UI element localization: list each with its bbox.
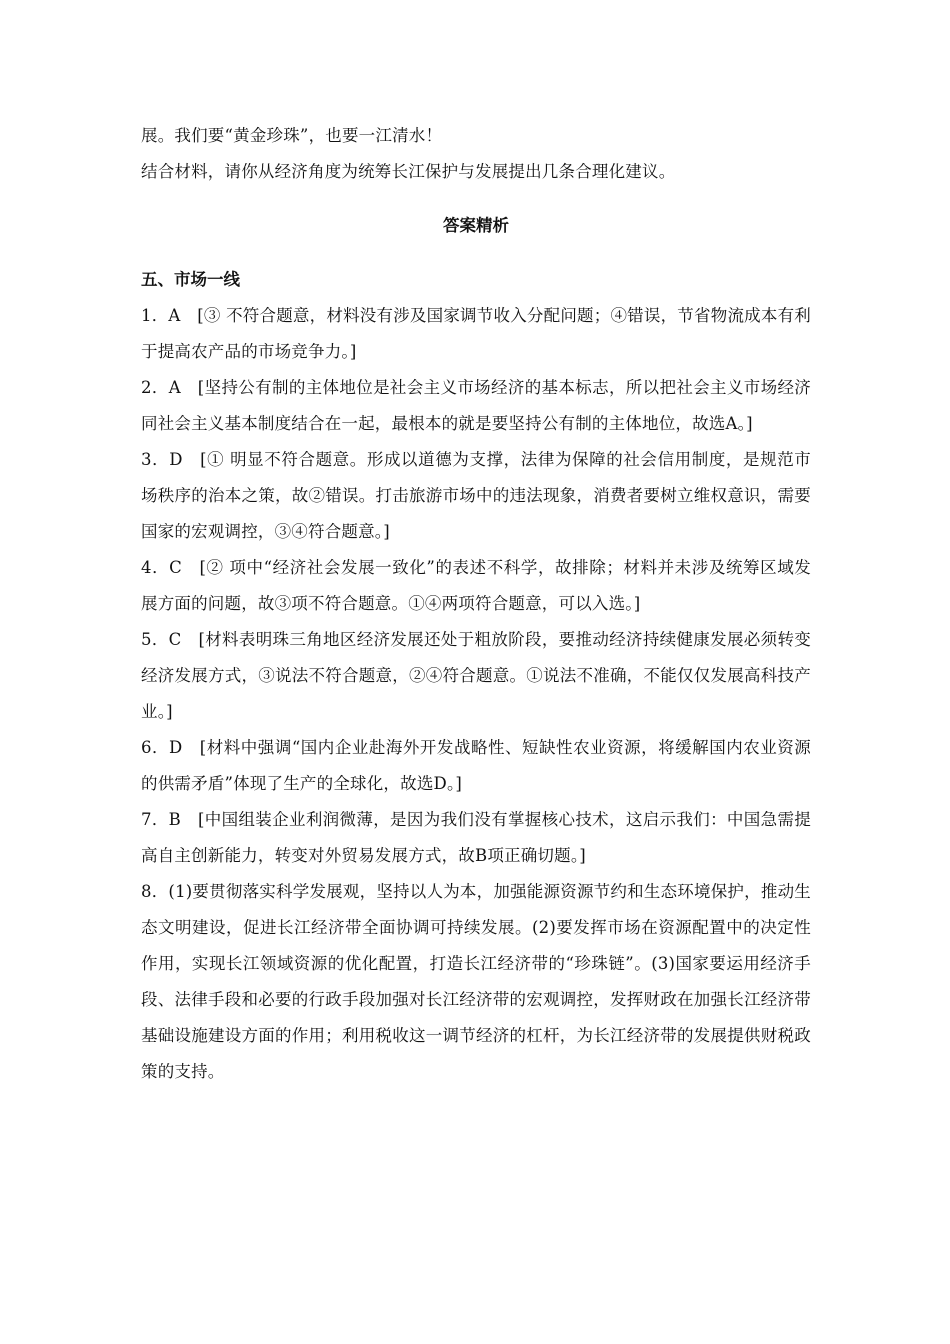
- answer-item-2: 2．A [坚持公有制的主体地位是社会主义市场经济的基本标志，所以把社会主义市场经济同社会主义基本制度结合在一起，最根本的就是要坚持公有制的主体地位，故选A。]: [141, 378, 811, 433]
- section-title: 五、市场一线: [141, 270, 240, 289]
- answer-item-1: 1．A [③ 不符合题意，材料没有涉及国家调节收入分配问题；④错误，节省物流成本有利于提高农产品的市场竞争力。]: [141, 306, 811, 361]
- answer-item-5: 5．C [材料表明珠三角地区经济发展还处于粗放阶段，要推动经济持续健康发展必须转变经济发展方式，③说法不符合题意，②④符合题意。①说法不准确，不能仅仅发展高科技产业。]: [141, 630, 811, 721]
- answer-item-4: 4．C [② 项中“经济社会发展一致化”的表述不科学，故排除；材料并未涉及统筹区域发展方面的问题，故③项不符合题意。①④两项符合题意，可以入选。]: [141, 558, 811, 613]
- answer-title: 答案精析: [443, 216, 509, 235]
- document-page: [141, 118, 811, 1090]
- answer-item-6: 6．D [材料中强调“国内企业赴海外开发战略性、短缺性农业资源，将缓解国内农业资源的供需矛盾”体现了生产的全球化，故选D。]: [141, 738, 811, 793]
- intro-question: 结合材料，请你从经济角度为统筹长江保护与发展提出几条合理化建议。: [141, 162, 676, 181]
- answer-item-7: 7．B [中国组装企业利润微薄，是因为我们没有掌握核心技术，这启示我们：中国急需提高自主创新能力，转变对外贸易发展方式，故B项正确切题。]: [141, 810, 811, 865]
- answer-item-8: 8．(1)要贯彻落实科学发展观，坚持以人为本，加强能源资源节约和生态环境保护，推动生态文明建设，促进长江经济带全面协调可持续发展。(2)要发挥市场在资源配置中的决定性作用，实现长江领域资源的优化配置，打造长江经济带的“珍珠链”。(3)国家要运用经济手段、法律手段和必要的行政手段加强对长江经济带的宏观调控，发挥财政在加强长江经济带基础设施建设方面的作用；利用税收这一调节经济的杠杆，为长江经济带的发展提供财税政策的支持。: [141, 882, 811, 1081]
- intro-line-1: 展。我们要“黄金珍珠”，也要一江清水！: [141, 126, 443, 145]
- answer-item-3: 3．D [① 明显不符合题意。形成以道德为支撑，法律为保障的社会信用制度，是规范市场秩序的治本之策，故②错误。打击旅游市场中的违法现象，消费者要树立维权意识，需要国家的宏观调控，③④符合题意。]: [141, 450, 811, 541]
